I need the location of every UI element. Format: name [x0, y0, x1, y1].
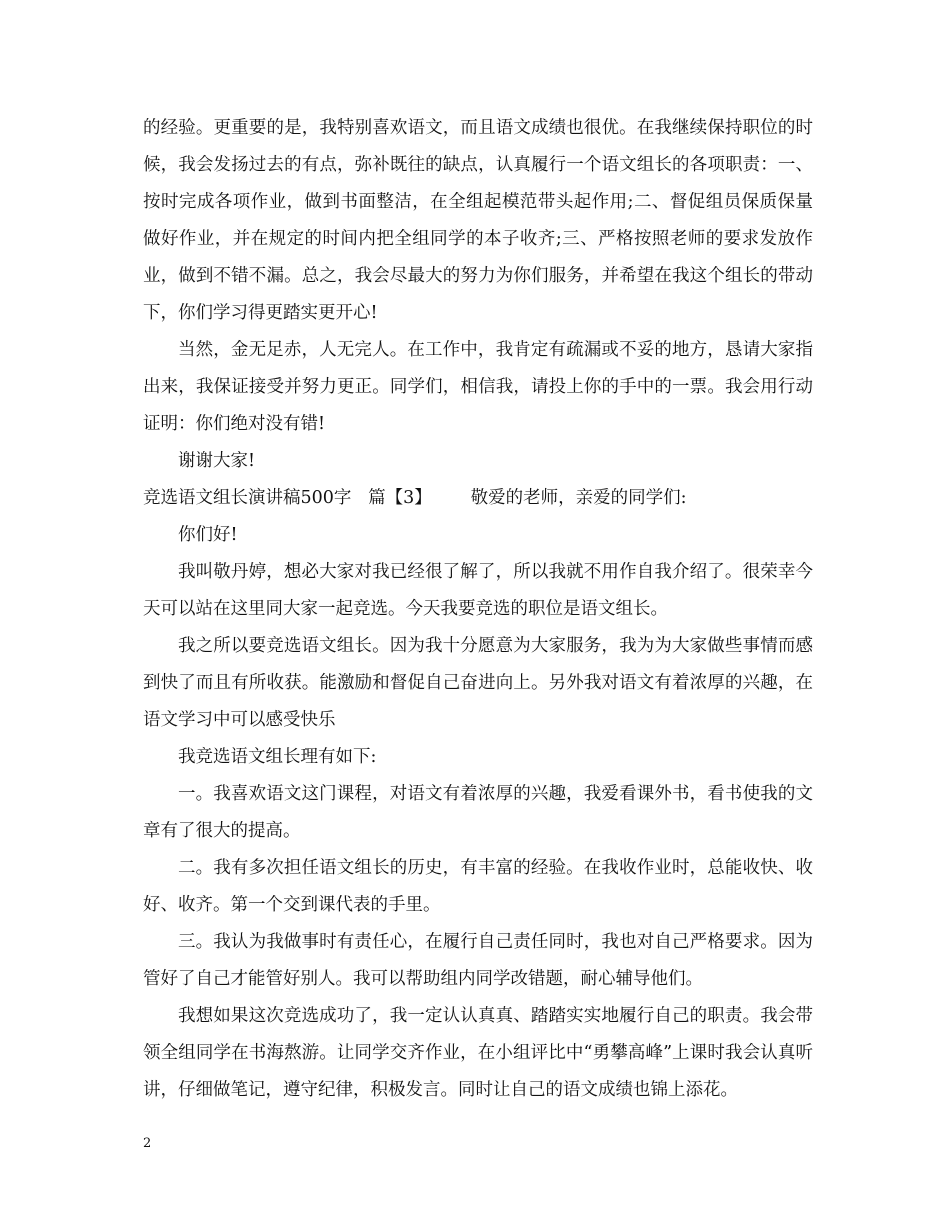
paragraph: 一。我喜欢语文这门课程，对语文有着浓厚的兴趣，我爱看课外书，看书使我的文章有了很大的提高。	[143, 784, 813, 841]
paragraph: 我叫敬丹婷，想必大家对我已经很了解了，所以我就不用作自我介绍了。很荣幸今天可以站在这里同大家一起竞选。今天我要竞选的职位是语文组长。	[143, 562, 813, 619]
paragraph: 我竞选语文组长理有如下:	[178, 747, 377, 767]
paragraph: 的经验。更重要的是，我特别喜欢语文，而且语文成绩也很优。在我继续保持职位的时候，我会发扬过去的有点，弥补既往的缺点，认真履行一个语文组长的各项职责：一、按时完成各项作业，做到书面整洁，在全组起模范带头起作用;二、督促组员保质保量做好作业，并在规定的时间内把全组同学的本子收齐;三、严格按照老师的要求发放作业，做到不错不漏。总之，我会尽最大的努力为你们服务，并希望在我这个组长的带动下，你们学习得更踏实更开心!	[143, 118, 813, 323]
paragraph: 你们好!	[178, 525, 238, 545]
paragraph: 二。我有多次担任语文组长的历史，有丰富的经验。在我收作业时，总能收快、收好、收齐。第一个交到课代表的手里。	[143, 858, 813, 915]
section-heading: 竞选语文组长演讲稿500字 篇【3】 敬爱的老师，亲爱的同学们:	[143, 488, 687, 508]
page-number: 2	[143, 1136, 152, 1151]
paragraph: 三。我认为我做事时有责任心，在履行自己责任同时，我也对自己严格要求。因为管好了自己才能管好别人。我可以帮助组内同学改错题，耐心辅导他们。	[143, 932, 813, 989]
paragraph: 我想如果这次竞选成功了，我一定认认真真、踏踏实实地履行自己的职责。我会带领全组同学在书海熬游。让同学交齐作业，在小组评比中“勇攀高峰”上课时我会认真听讲，仔细做笔记，遵守纪律，积极发言。同时让自己的语文成绩也锦上添花。	[143, 1006, 813, 1100]
body-text	[143, 110, 813, 1109]
paragraph: 当然，金无足赤，人无完人。在工作中，我肯定有疏漏或不妥的地方，恳请大家指出来，我保证接受并努力更正。同学们，相信我，请投上你的手中的一票。我会用行动证明：你们绝对没有错!	[143, 340, 813, 434]
paragraph: 谢谢大家!	[178, 451, 256, 471]
paragraph: 我之所以要竞选语文组长。因为我十分愿意为大家服务，我为为大家做些事情而感到快了而且有所收获。能激励和督促自己奋进向上。另外我对语文有着浓厚的兴趣，在语文学习中可以感受快乐	[143, 636, 813, 730]
